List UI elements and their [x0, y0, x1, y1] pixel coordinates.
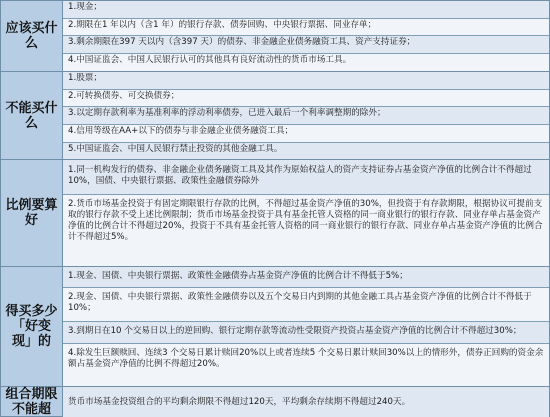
list-item: 货币市场基金投资组合的平均剩余期限不得超过120天，平均剩余存续期不得超过240天。	[63, 387, 549, 417]
list-item: 1.股票；	[63, 72, 549, 89]
section-body	[63, 1, 549, 71]
list-item: 3.以定期存款利率为基准利率的浮动利率债券，已进入最后一个利率调整期的除外；	[63, 106, 549, 124]
section-liquidity	[1, 266, 549, 386]
list-item: 4.信用等级在AA+以下的债券与非金融企业债务融资工具；	[63, 124, 549, 142]
list-item: 1.现金；	[63, 1, 549, 18]
section-body	[63, 267, 549, 386]
section-body	[63, 387, 549, 416]
list-item: 2.期限在1 年以内（含1 年）的银行存款、债券回购、中央银行票据、同业存单；	[63, 18, 549, 35]
list-item: 2.可转换债券、可交换债券；	[63, 89, 549, 106]
section-body	[63, 160, 549, 266]
list-item: 2.现金、国债、中央银行票据、政策性金融债券以及五个交易日内到期的其他金融工具占基金资产净值的比例合计不得低于10%；	[63, 287, 549, 321]
list-item: 2.货币市场基金投资于有固定期限银行存款的比例，不得超过基金资产净值的30%，但投资于有存款期限，根据协议可提前支取的银行存款不受上述比例限制；货币市场基金投资于具有基金托管人资格的同一商业银行的银行存款、同业存单占基金资产净值的比例合计不得超过20%，投资于不具有基金托管人资格的同一商业银行的银行存款、同业存单占基金资产净值的比例合计不得超过5%。	[63, 194, 549, 266]
section-title: 得买多少「好变现」的	[1, 267, 63, 386]
section-what-to-buy	[1, 1, 549, 71]
section-body	[63, 72, 549, 159]
list-item: 4.中国证监会、中国人民银行认可的其他具有良好流动性的货币市场工具。	[63, 53, 549, 71]
list-item: 3.到期日在10 个交易日以上的逆回购、银行定期存款等流动性受限资产投资占基金资产净值的比例合计不得超过30%；	[63, 321, 549, 343]
section-duration	[1, 386, 549, 416]
list-item: 1.现金、国债、中央银行票据、政策性金融债券占基金资产净值的比例合计不得低于5%；	[63, 267, 549, 287]
list-item: 5.中国证监会、中国人民银行禁止投资的其他金融工具。	[63, 142, 549, 159]
section-title: 应该买什么	[1, 1, 63, 71]
list-item: 4.除发生巨额赎回、连续3 个交易日累计赎回20%以上或者连续5 个交易日累计赎回30%以上的情形外，债券正回购的资金余额占基金资产净值的比例不得超过20%。	[63, 343, 549, 386]
section-what-not-to-buy	[1, 71, 549, 159]
list-item: 1.同一机构发行的债券、非金融企业债务融资工具及其作为原始权益人的资产支持证券占基金资产净值的比例合计不得超过10%，国债、中央银行票据、政策性金融债券除外	[63, 160, 549, 194]
section-title: 组合期限不能超	[1, 387, 63, 416]
section-title: 不能买什么	[1, 72, 63, 159]
section-ratios	[1, 159, 549, 266]
list-item: 3.剩余期限在397 天以内（含397 天）的债券、非金融企业债务融资工具、资产支持证券；	[63, 35, 549, 53]
section-title: 比例要算好	[1, 160, 63, 266]
